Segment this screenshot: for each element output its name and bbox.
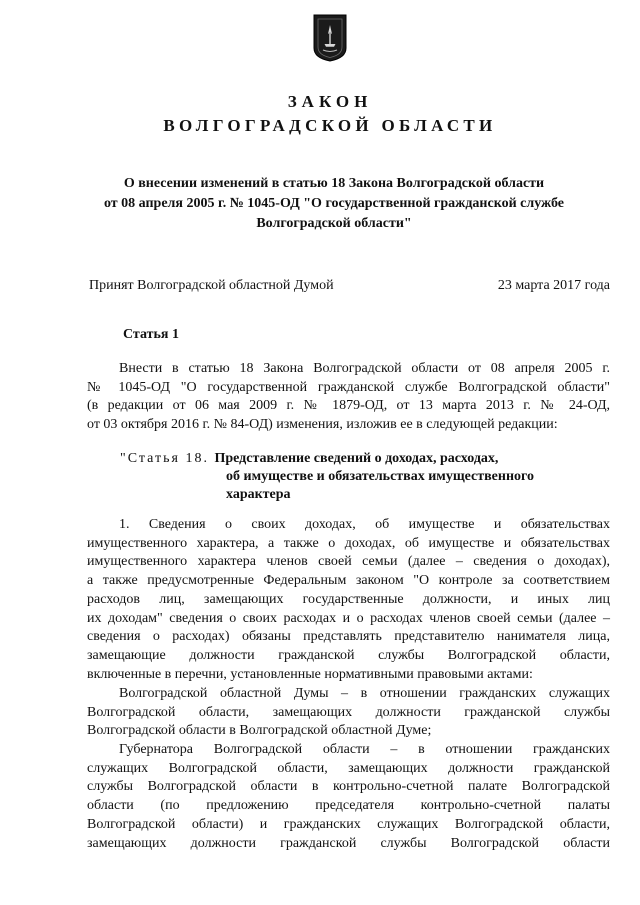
new-article-paragraph-1 bbox=[87, 516, 610, 684]
new-article-prefix: "Статья 18. bbox=[120, 451, 215, 466]
subtitle-line: Волгоградской области" bbox=[256, 216, 412, 231]
article-1-text bbox=[87, 360, 610, 435]
text-line: сведения о расходах) обязаны представлять представителю нанимателя лица, bbox=[87, 629, 610, 645]
new-article-title-line: об имуществе и обязательствах имущественного bbox=[226, 469, 535, 484]
subtitle-line: от 08 апреля 2005 г. № 1045-ОД "О государственной гражданской службе bbox=[103, 196, 565, 211]
new-article-title-line: Представление сведений о доходах, расходах, bbox=[214, 451, 499, 466]
text-line: области (по предложению председателя контрольно-счетной палаты bbox=[87, 798, 610, 814]
text-line: (в редакции от 06 мая 2009 г. № 1879-ОД, от 13 марта 2013 г. № 24-ОД, bbox=[87, 398, 610, 414]
text-line: замещающие должности гражданской службы Волгоградской области, bbox=[87, 647, 610, 663]
text-line: Волгоградской области) и гражданских служащих Волгоградской области, bbox=[87, 816, 610, 832]
new-article-heading bbox=[120, 450, 560, 504]
text-line: 1. Сведения о своих доходах, об имуществе и обязательствах bbox=[119, 517, 610, 532]
law-title: ЗАКОН bbox=[287, 92, 373, 111]
adopted-by: Принят Волгоградской областной Думой bbox=[89, 278, 334, 293]
text-line: а также предусмотренные Федеральным законом "О контроле за соответствием bbox=[87, 573, 610, 589]
text-line: их доходам" сведения о своих расходах и о расходах членов своей семьи (далее – bbox=[87, 610, 610, 626]
text-line: № 1045-ОД "О государственной гражданской службе Волгоградской области" bbox=[87, 379, 610, 395]
text-line: Внести в статью 18 Закона Волгоградской области от 08 апреля 2005 г. bbox=[119, 361, 610, 376]
text-line: Волгоградской области, замещающих должности гражданской службы bbox=[87, 704, 610, 720]
text-line: Губернатора Волгоградской области – в отношении гражданских bbox=[119, 742, 610, 757]
text-line: служащих Волгоградской области, замещающих должности гражданской bbox=[87, 760, 610, 776]
text-line: расходов лиц, замещающих государственные должности, и иных лиц bbox=[87, 591, 610, 607]
article-1-heading: Статья 1 bbox=[123, 327, 179, 342]
text-line: замещающих должности гражданской службы Волгоградской области bbox=[87, 835, 610, 851]
text-line: службы Волгоградской области в контрольно-счетной палате Волгоградской bbox=[87, 779, 610, 795]
new-article-paragraph-2 bbox=[87, 685, 610, 741]
text-line: имущественного характера, а также о доходах, об имуществе и обязательствах bbox=[87, 535, 610, 551]
law-subtitle bbox=[84, 174, 584, 234]
new-article-title-line: характера bbox=[226, 487, 291, 502]
adoption-date: 23 марта 2017 года bbox=[497, 278, 610, 293]
text-line: от 03 октября 2016 г. № 84-ОД) изменения, изложив ее в следующей редакции: bbox=[87, 417, 558, 433]
text-line: Волгоградской области в Волгоградской областной Думе; bbox=[87, 723, 432, 739]
subtitle-line: О внесении изменений в статью 18 Закона Волгоградской области bbox=[123, 176, 545, 191]
region-title: ВОЛГОГРАДСКОЙ ОБЛАСТИ bbox=[163, 116, 497, 135]
text-line: имущественного характера членов своей семьи (далее – сведения о доходах), bbox=[87, 554, 610, 570]
text-line: включенные в перечни, установленные нормативными правовыми актами: bbox=[87, 666, 533, 682]
text-line: Волгоградской областной Думы – в отношении гражданских служащих bbox=[119, 686, 610, 701]
new-article-paragraph-3 bbox=[87, 741, 610, 853]
coat-of-arms-emblem bbox=[313, 14, 347, 62]
